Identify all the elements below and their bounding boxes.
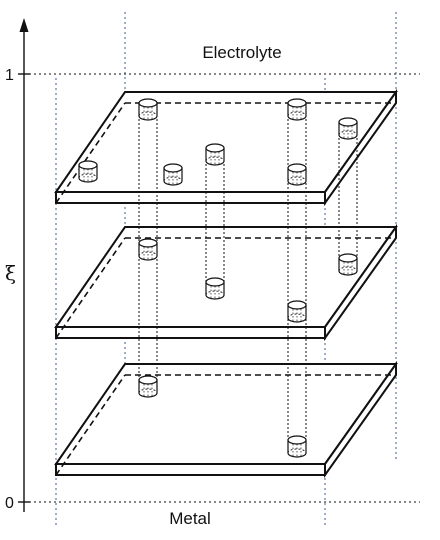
plate-top-face (56, 92, 396, 192)
cylinder (288, 436, 306, 457)
cylinder-top (288, 99, 306, 107)
cylinder (339, 254, 357, 275)
cylinder-top (79, 161, 97, 169)
cylinder (339, 118, 357, 139)
plate-front-face (56, 192, 325, 203)
plate-front-face (56, 327, 325, 338)
plate-front-face (56, 464, 325, 475)
xi-axis (18, 18, 30, 512)
plate-top-face (56, 227, 396, 327)
cylinder (288, 164, 306, 185)
cylinder (288, 301, 306, 322)
cylinder-top (164, 164, 182, 172)
cylinder (139, 239, 157, 260)
axis-symbol: ξ (5, 261, 17, 285)
cylinder-top (288, 301, 306, 309)
cylinder-top (139, 239, 157, 247)
cylinder (288, 99, 306, 120)
cylinder (164, 164, 182, 185)
cylinder-top (206, 278, 224, 286)
cylinder-top (139, 99, 157, 107)
tick-label-top: 1 (5, 67, 14, 84)
metal-label: Metal (169, 509, 211, 528)
cylinder (206, 144, 224, 165)
plate-1 (56, 92, 396, 203)
cylinder (206, 278, 224, 299)
cylinder (79, 161, 97, 182)
cylinder-top (139, 376, 157, 384)
plate-3 (56, 364, 396, 475)
axis-arrowhead (20, 18, 29, 32)
cylinder (139, 376, 157, 397)
plate-top-face (56, 364, 396, 464)
cylinder-top (288, 164, 306, 172)
cylinder-top (339, 118, 357, 126)
electrolyte-label: Electrolyte (202, 43, 282, 62)
cylinder-top (288, 436, 306, 444)
cylinder-top (206, 144, 224, 152)
plate-2 (56, 227, 396, 338)
cylinder (139, 99, 157, 120)
plates (56, 92, 396, 475)
tick-label-bottom: 0 (5, 495, 14, 512)
cylinder-top (339, 254, 357, 262)
